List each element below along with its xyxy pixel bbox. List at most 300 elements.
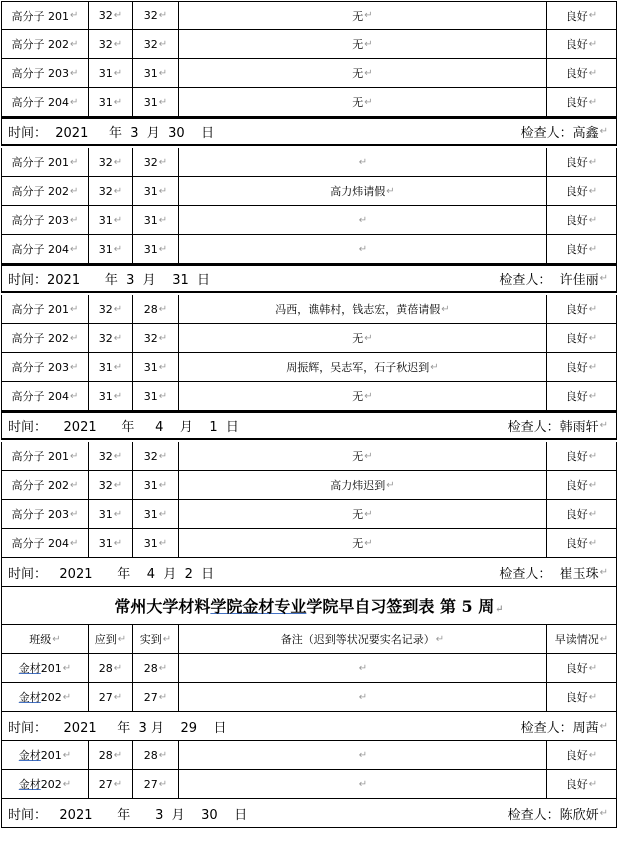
cell-text: 应到 — [94, 633, 117, 646]
return-mark: ↵ — [364, 38, 373, 50]
due-count-cell — [89, 324, 133, 352]
cell-text: 31 — [98, 507, 113, 521]
note-cell — [179, 529, 547, 557]
cell-text: 32 — [98, 184, 113, 198]
return-mark: ↵ — [52, 633, 61, 645]
class-cell — [2, 324, 89, 352]
status-cell — [547, 471, 616, 499]
return-mark: ↵ — [70, 185, 79, 197]
return-mark: ↵ — [588, 390, 598, 402]
cell-text: 高分子 204 — [11, 243, 70, 256]
return-mark: ↵ — [113, 537, 123, 549]
return-mark: ↵ — [158, 185, 168, 197]
actual-count-cell — [133, 654, 179, 682]
cell-text: 无 — [352, 67, 364, 80]
return-mark: ↵ — [358, 662, 368, 674]
note-cell — [179, 88, 547, 116]
return-mark: ↵ — [599, 807, 608, 819]
return-mark: ↵ — [158, 537, 168, 549]
cell-text: 良好 — [565, 390, 588, 403]
cell-text: 良好 — [565, 303, 588, 316]
return-mark: ↵ — [113, 332, 123, 344]
checker-name: 检查人：周茜 ↵ — [520, 720, 608, 736]
checker-name: 检查人：高鑫 ↵ — [520, 126, 608, 141]
due-count-cell — [89, 500, 133, 528]
cell-text: 良好 — [565, 778, 588, 791]
return-mark: ↵ — [113, 214, 123, 226]
actual-count-cell — [133, 471, 179, 499]
due-count-cell — [89, 741, 133, 769]
return-mark: ↵ — [70, 10, 79, 21]
return-mark: ↵ — [588, 156, 598, 168]
return-mark: ↵ — [358, 214, 368, 226]
due-count-cell — [89, 295, 133, 323]
table-row — [1, 324, 617, 353]
cell-text: 备注（迟到等状况要实名记录） — [280, 633, 435, 646]
return-mark: ↵ — [158, 662, 168, 674]
return-mark: ↵ — [599, 126, 608, 137]
return-mark: ↵ — [588, 243, 598, 255]
due-count-cell — [89, 148, 133, 176]
cell-text: 31 — [98, 242, 113, 256]
actual-count-cell — [133, 353, 179, 381]
table-row — [1, 148, 617, 177]
cell-text: 良好 — [565, 9, 588, 23]
note-cell — [179, 442, 547, 470]
cell-text: 32 — [143, 331, 158, 345]
cell-text: 无 — [352, 390, 364, 403]
check-time: 时间： 2021 年 3 月 29 日 — [8, 720, 227, 736]
table-row — [1, 770, 617, 799]
due-count-cell — [89, 529, 133, 557]
check-time: 时间： 2021 年 4 月 2 日 — [8, 566, 215, 582]
cell-text: 无 — [352, 508, 364, 521]
return-mark: ↵ — [70, 479, 79, 491]
table-row — [1, 471, 617, 500]
cell-text: 31 — [143, 536, 158, 550]
return-mark: ↵ — [435, 633, 445, 645]
cell-text: 高分子 203 — [11, 361, 70, 374]
due-count-cell — [89, 88, 133, 116]
cell-text: 31 — [98, 389, 113, 403]
cell-text: 31 — [143, 389, 158, 403]
return-mark: ↵ — [158, 778, 168, 790]
class-cell — [2, 741, 89, 769]
status-cell — [547, 206, 616, 234]
checker-name: 检查人： 崔玉珠 ↵ — [499, 566, 608, 582]
return-mark: ↵ — [113, 662, 123, 674]
class-number: 202 — [40, 777, 62, 791]
class-name-underlined: 金材 — [18, 778, 41, 791]
return-mark: ↵ — [113, 778, 123, 790]
table-row — [1, 683, 617, 712]
cell-text: 无 — [352, 450, 364, 463]
class-name-underlined: 金材 — [18, 749, 41, 762]
header-status — [547, 625, 616, 653]
check-time: 时间： 2021 年 4 月 1 日 — [8, 420, 239, 435]
cell-text: 无 — [352, 38, 364, 51]
return-mark: ↵ — [588, 691, 598, 703]
return-mark: ↵ — [158, 361, 168, 373]
return-mark: ↵ — [588, 332, 598, 344]
table-row — [1, 353, 617, 382]
return-mark: ↵ — [588, 67, 598, 79]
status-cell — [547, 654, 616, 682]
return-mark: ↵ — [364, 508, 373, 520]
class-cell — [2, 59, 89, 87]
cell-text: 28 — [98, 748, 113, 762]
return-mark: ↵ — [70, 214, 79, 226]
cell-text: 高分子 202 — [11, 332, 70, 345]
cell-text: 良好 — [565, 450, 588, 463]
due-count-cell — [89, 683, 133, 711]
cell-text: 31 — [98, 536, 113, 550]
actual-count-cell — [133, 442, 179, 470]
cell-text: 32 — [143, 155, 158, 169]
return-mark: ↵ — [70, 508, 79, 520]
status-cell — [547, 59, 616, 87]
cell-text: 32 — [143, 449, 158, 463]
cell-text: 高力炜请假 — [330, 185, 386, 198]
actual-count-cell — [133, 88, 179, 116]
status-cell — [547, 442, 616, 470]
actual-count-cell — [133, 206, 179, 234]
checker-name: 检查人： 许佳丽 ↵ — [499, 273, 608, 288]
return-mark: ↵ — [158, 214, 168, 226]
note-cell — [179, 500, 547, 528]
return-mark: ↵ — [364, 10, 373, 21]
table-header-row — [1, 625, 617, 654]
return-mark: ↵ — [158, 450, 168, 462]
actual-count-cell — [133, 741, 179, 769]
class-cell — [2, 148, 89, 176]
class-number: 201 — [40, 661, 62, 675]
cell-text: 高分子 201 — [11, 9, 70, 23]
class-name-underlined: 金材 — [18, 662, 41, 675]
cell-text: 高分子 204 — [11, 390, 70, 403]
class-cell — [2, 353, 89, 381]
cell-text: 良好 — [565, 361, 588, 374]
status-cell — [547, 382, 616, 410]
time-checker-row — [1, 558, 617, 587]
note-cell — [179, 148, 547, 176]
cell-text: 良好 — [565, 67, 588, 80]
actual-count-cell — [133, 148, 179, 176]
cell-text: 良好 — [565, 691, 588, 704]
table-row — [1, 59, 617, 88]
return-mark: ↵ — [158, 508, 168, 520]
cell-text: 27 — [143, 690, 158, 704]
cell-text: 高力炜迟到 — [330, 479, 386, 492]
return-mark: ↵ — [70, 67, 79, 79]
due-count-cell — [89, 2, 133, 29]
due-count-cell — [89, 59, 133, 87]
return-mark: ↵ — [386, 185, 395, 197]
return-mark: ↵ — [70, 361, 79, 373]
cell-text: 良好 — [565, 185, 588, 198]
cell-text: 高分子 202 — [11, 185, 70, 198]
return-mark: ↵ — [599, 566, 608, 578]
return-mark: ↵ — [70, 537, 79, 549]
return-mark: ↵ — [364, 96, 373, 108]
note-cell — [179, 382, 547, 410]
status-cell — [547, 500, 616, 528]
return-mark: ↵ — [113, 450, 123, 462]
return-mark: ↵ — [358, 778, 368, 790]
class-cell — [2, 442, 89, 470]
time-checker-row — [1, 799, 617, 828]
class-cell — [2, 88, 89, 116]
page-title — [114, 594, 503, 617]
class-number: 201 — [40, 748, 62, 762]
cell-text: 32 — [98, 155, 113, 169]
return-mark: ↵ — [358, 243, 368, 255]
return-mark: ↵ — [113, 508, 123, 520]
actual-count-cell — [133, 324, 179, 352]
cell-text: 32 — [98, 331, 113, 345]
due-count-cell — [89, 382, 133, 410]
return-mark: ↵ — [364, 537, 373, 549]
cell-text: 无 — [352, 537, 364, 550]
return-mark: ↵ — [588, 38, 598, 50]
status-cell — [547, 88, 616, 116]
class-cell — [2, 770, 89, 798]
return-mark: ↵ — [158, 332, 168, 344]
note-cell — [179, 324, 547, 352]
actual-count-cell — [133, 529, 179, 557]
cell-text: 31 — [143, 478, 158, 492]
note-cell — [179, 30, 547, 58]
return-mark: ↵ — [588, 214, 598, 226]
status-cell — [547, 235, 616, 263]
return-mark: ↵ — [70, 38, 79, 50]
return-mark: ↵ — [70, 303, 79, 315]
note-cell — [179, 471, 547, 499]
cell-text: 31 — [98, 360, 113, 374]
actual-count-cell — [133, 382, 179, 410]
cell-text: 31 — [143, 95, 158, 109]
title-underlined: 学院金材专业 — [210, 597, 307, 616]
cell-text: 早读情况 — [554, 633, 599, 646]
cell-text: 高分子 203 — [11, 67, 70, 80]
return-mark: ↵ — [386, 479, 395, 491]
cell-text: 高分子 202 — [11, 479, 70, 492]
note-cell — [179, 353, 547, 381]
cell-text: 高分子 201 — [11, 156, 70, 169]
class-number: 202 — [40, 690, 62, 704]
return-mark: ↵ — [599, 273, 608, 284]
return-mark: ↵ — [113, 96, 123, 108]
cell-text: 高分子 201 — [11, 303, 70, 316]
week-title-row — [1, 587, 617, 625]
actual-count-cell — [133, 59, 179, 87]
return-mark: ↵ — [158, 479, 168, 491]
return-mark: ↵ — [588, 479, 598, 491]
cell-text: 32 — [98, 37, 113, 51]
return-mark: ↵ — [158, 243, 168, 255]
actual-count-cell — [133, 500, 179, 528]
class-cell — [2, 471, 89, 499]
note-cell — [179, 654, 547, 682]
cell-text: 31 — [143, 213, 158, 227]
status-cell — [547, 529, 616, 557]
cell-text: 31 — [98, 66, 113, 80]
cell-text: 冯西，谯韩村，钱志宏，黄蓓请假 — [275, 303, 441, 316]
title-prefix: 常州大学材料 — [114, 597, 211, 616]
check-time: 时间：2021 年 3 月 31 日 — [8, 273, 211, 288]
cell-text: 27 — [98, 690, 113, 704]
table-row — [1, 295, 617, 324]
cell-text: 良好 — [565, 38, 588, 51]
return-mark: ↵ — [113, 361, 123, 373]
return-mark: ↵ — [588, 10, 598, 21]
cell-text: 27 — [98, 777, 113, 791]
table-row — [1, 88, 617, 117]
note-cell — [179, 177, 547, 205]
due-count-cell — [89, 235, 133, 263]
class-cell — [2, 206, 89, 234]
class-cell — [2, 295, 89, 323]
return-mark: ↵ — [113, 10, 123, 21]
class-cell — [2, 382, 89, 410]
cell-text: 31 — [98, 213, 113, 227]
return-mark: ↵ — [599, 420, 608, 431]
status-cell — [547, 295, 616, 323]
table-row — [1, 529, 617, 558]
title-suffix: 学院早自习签到表 第 5 周 — [306, 597, 495, 616]
cell-text: 高分子 204 — [11, 537, 70, 550]
cell-text: 良好 — [565, 96, 588, 109]
cell-text: 良好 — [565, 537, 588, 550]
return-mark: ↵ — [70, 243, 79, 255]
table-row — [1, 741, 617, 770]
cell-text: 无 — [352, 9, 364, 23]
cell-text: 32 — [98, 449, 113, 463]
cell-text: 28 — [143, 302, 158, 316]
return-mark: ↵ — [113, 749, 123, 761]
status-cell — [547, 148, 616, 176]
return-mark: ↵ — [113, 691, 123, 703]
time-checker-row — [1, 712, 617, 741]
cell-text: 32 — [98, 9, 113, 22]
status-cell — [547, 30, 616, 58]
return-mark: ↵ — [113, 303, 123, 315]
cell-text: 高分子 204 — [11, 96, 70, 109]
return-mark: ↵ — [113, 243, 123, 255]
class-cell — [2, 2, 89, 29]
return-mark: ↵ — [364, 390, 373, 402]
class-name-underlined: 金材 — [18, 691, 41, 704]
table-row — [1, 654, 617, 683]
header-note — [179, 625, 547, 653]
check-time: 时间： 2021 年 3 月 30 日 — [8, 807, 248, 823]
return-mark: ↵ — [599, 720, 608, 732]
cell-text: 周振辉，吴志军，石子秋迟到 — [286, 361, 430, 374]
cell-text: 31 — [143, 184, 158, 198]
return-mark: ↵ — [364, 332, 373, 344]
note-cell — [179, 683, 547, 711]
due-count-cell — [89, 206, 133, 234]
return-mark: ↵ — [364, 450, 373, 462]
return-mark: ↵ — [70, 96, 79, 108]
status-cell — [547, 177, 616, 205]
return-mark: ↵ — [113, 479, 123, 491]
return-mark: ↵ — [70, 450, 79, 462]
return-mark: ↵ — [358, 749, 368, 761]
return-mark: ↵ — [495, 604, 504, 615]
class-cell — [2, 529, 89, 557]
cell-text: 无 — [352, 96, 364, 109]
actual-count-cell — [133, 2, 179, 29]
cell-text: 良好 — [565, 214, 588, 227]
return-mark: ↵ — [588, 508, 598, 520]
return-mark: ↵ — [358, 691, 368, 703]
cell-text: 31 — [98, 95, 113, 109]
return-mark: ↵ — [62, 662, 72, 674]
return-mark: ↵ — [588, 96, 598, 108]
cell-text: 高分子 201 — [11, 450, 70, 463]
cell-text: 27 — [143, 777, 158, 791]
cell-text: 28 — [98, 661, 113, 675]
cell-text: 高分子 202 — [11, 38, 70, 51]
actual-count-cell — [133, 30, 179, 58]
return-mark: ↵ — [158, 156, 168, 168]
status-cell — [547, 770, 616, 798]
return-mark: ↵ — [364, 67, 373, 79]
cell-text: 28 — [143, 748, 158, 762]
table-row — [1, 1, 617, 30]
actual-count-cell — [133, 683, 179, 711]
table-row — [1, 30, 617, 59]
table-row — [1, 382, 617, 411]
return-mark: ↵ — [441, 303, 450, 315]
return-mark: ↵ — [70, 390, 79, 402]
cell-text: 32 — [98, 478, 113, 492]
return-mark: ↵ — [117, 633, 127, 645]
return-mark: ↵ — [158, 10, 168, 21]
actual-count-cell — [133, 235, 179, 263]
time-checker-row — [1, 411, 617, 440]
checker-name: 检查人：韩雨轩 ↵ — [507, 420, 608, 435]
header-due — [89, 625, 133, 653]
return-mark: ↵ — [62, 749, 72, 761]
return-mark: ↵ — [599, 633, 609, 645]
cell-text: 高分子 203 — [11, 214, 70, 227]
due-count-cell — [89, 442, 133, 470]
return-mark: ↵ — [588, 662, 598, 674]
due-count-cell — [89, 353, 133, 381]
class-cell — [2, 30, 89, 58]
return-mark: ↵ — [113, 38, 123, 50]
table-row — [1, 235, 617, 264]
return-mark: ↵ — [588, 185, 598, 197]
return-mark: ↵ — [430, 361, 439, 373]
class-cell — [2, 683, 89, 711]
status-cell — [547, 2, 616, 29]
status-cell — [547, 741, 616, 769]
actual-count-cell — [133, 295, 179, 323]
note-cell — [179, 295, 547, 323]
cell-text: 良好 — [565, 662, 588, 675]
return-mark: ↵ — [158, 303, 168, 315]
class-cell — [2, 500, 89, 528]
return-mark: ↵ — [113, 390, 123, 402]
cell-text: 31 — [143, 507, 158, 521]
return-mark: ↵ — [113, 185, 123, 197]
cell-text: 31 — [143, 360, 158, 374]
header-actual — [133, 625, 179, 653]
table-row — [1, 177, 617, 206]
